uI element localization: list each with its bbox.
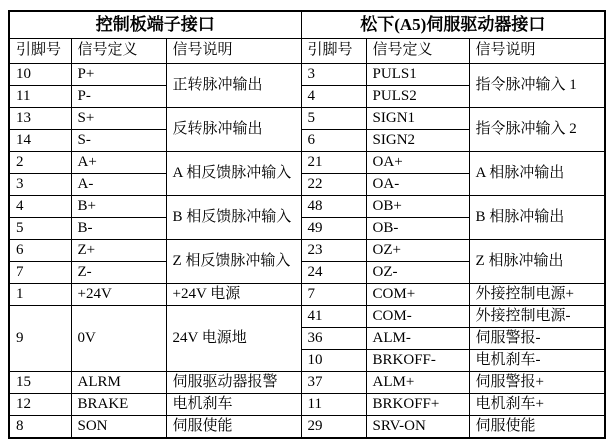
table-row (9, 306, 605, 328)
left-signal-cell: Z- (71, 262, 166, 284)
left-pin-cell: 15 (9, 372, 71, 394)
left-signal-cell: A+ (71, 152, 166, 174)
right-pin-cell: 5 (301, 108, 366, 130)
left-desc-cell: +24V 电源 (166, 284, 301, 306)
left-pin-cell: 9 (9, 306, 71, 372)
right-pin-cell: 22 (301, 174, 366, 196)
table-row (9, 284, 605, 306)
right-pin-cell: 11 (301, 394, 366, 416)
right-desc-header: 信号说明 (469, 39, 605, 64)
left-pin-cell: 11 (9, 86, 71, 108)
left-desc-cell: 电机刹车 (166, 394, 301, 416)
right-signal-cell: PULS2 (366, 86, 469, 108)
left-pin-cell: 7 (9, 262, 71, 284)
right-signal-cell: ALM+ (366, 372, 469, 394)
right-signal-cell: SIGN2 (366, 130, 469, 152)
right-desc-cell: 指令脉冲输入 1 (469, 64, 605, 108)
left-pin-cell: 1 (9, 284, 71, 306)
left-signal-cell: P- (71, 86, 166, 108)
pin-mapping-table (8, 10, 606, 439)
left-signal-cell: +24V (71, 284, 166, 306)
right-pin-cell: 21 (301, 152, 366, 174)
right-signal-cell: OA+ (366, 152, 469, 174)
left-pin-cell: 4 (9, 196, 71, 218)
right-pin-cell: 6 (301, 130, 366, 152)
right-signal-cell: COM+ (366, 284, 469, 306)
left-signal-cell: P+ (71, 64, 166, 86)
right-pin-cell: 36 (301, 328, 366, 350)
right-signal-cell: OA- (366, 174, 469, 196)
right-desc-cell: 电机刹车- (469, 350, 605, 372)
right-signal-header: 信号定义 (366, 39, 469, 64)
table-header-row (9, 39, 605, 64)
right-table-title: 松下(A5)伺服驱动器接口 (301, 11, 605, 39)
right-desc-cell: A 相脉冲输出 (469, 152, 605, 196)
right-pin-cell: 24 (301, 262, 366, 284)
right-pin-cell: 23 (301, 240, 366, 262)
right-pin-cell: 4 (301, 86, 366, 108)
left-desc-cell: 正转脉冲输出 (166, 64, 301, 108)
right-pin-cell: 49 (301, 218, 366, 240)
left-pin-cell: 12 (9, 394, 71, 416)
left-desc-cell: A 相反馈脉冲输入 (166, 152, 301, 196)
left-signal-cell: BRAKE (71, 394, 166, 416)
table-row (9, 152, 605, 174)
left-table-title: 控制板端子接口 (9, 11, 301, 39)
right-pin-cell: 29 (301, 416, 366, 439)
left-signal-cell: S+ (71, 108, 166, 130)
right-desc-cell: 伺服使能 (469, 416, 605, 439)
left-desc-cell: 24V 电源地 (166, 306, 301, 372)
right-desc-cell: 电机刹车+ (469, 394, 605, 416)
table-row (9, 108, 605, 130)
left-desc-cell: 伺服驱动器报警 (166, 372, 301, 394)
table-title-row (9, 11, 605, 39)
table-row (9, 196, 605, 218)
table-row (9, 372, 605, 394)
right-pin-cell: 41 (301, 306, 366, 328)
right-signal-cell: PULS1 (366, 64, 469, 86)
left-desc-cell: 反转脉冲输出 (166, 108, 301, 152)
left-signal-cell: 0V (71, 306, 166, 372)
right-signal-cell: OZ- (366, 262, 469, 284)
right-desc-cell: B 相脉冲输出 (469, 196, 605, 240)
table-row (9, 394, 605, 416)
left-desc-cell: Z 相反馈脉冲输入 (166, 240, 301, 284)
right-pin-cell: 37 (301, 372, 366, 394)
left-pin-cell: 13 (9, 108, 71, 130)
left-pin-cell: 14 (9, 130, 71, 152)
right-desc-cell: 伺服警报+ (469, 372, 605, 394)
right-signal-cell: BRKOFF- (366, 350, 469, 372)
left-signal-cell: Z+ (71, 240, 166, 262)
right-desc-cell: 外接控制电源+ (469, 284, 605, 306)
left-pin-cell: 2 (9, 152, 71, 174)
left-signal-header: 信号定义 (71, 39, 166, 64)
left-signal-cell: SON (71, 416, 166, 439)
right-pin-cell: 7 (301, 284, 366, 306)
right-desc-cell: 指令脉冲输入 2 (469, 108, 605, 152)
left-signal-cell: A- (71, 174, 166, 196)
right-pin-header: 引脚号 (301, 39, 366, 64)
right-desc-cell: 外接控制电源- (469, 306, 605, 328)
right-signal-cell: BRKOFF+ (366, 394, 469, 416)
left-pin-cell: 3 (9, 174, 71, 196)
left-signal-cell: B- (71, 218, 166, 240)
right-signal-cell: SIGN1 (366, 108, 469, 130)
left-pin-cell: 5 (9, 218, 71, 240)
left-pin-header: 引脚号 (9, 39, 71, 64)
left-signal-cell: ALRM (71, 372, 166, 394)
table-row (9, 240, 605, 262)
left-pin-cell: 10 (9, 64, 71, 86)
left-desc-header: 信号说明 (166, 39, 301, 64)
left-desc-cell: 伺服使能 (166, 416, 301, 439)
left-desc-cell: B 相反馈脉冲输入 (166, 196, 301, 240)
right-signal-cell: OB+ (366, 196, 469, 218)
right-signal-cell: SRV-ON (366, 416, 469, 439)
right-desc-cell: Z 相脉冲输出 (469, 240, 605, 284)
right-pin-cell: 3 (301, 64, 366, 86)
right-signal-cell: OZ+ (366, 240, 469, 262)
left-pin-cell: 6 (9, 240, 71, 262)
right-pin-cell: 10 (301, 350, 366, 372)
right-pin-cell: 48 (301, 196, 366, 218)
right-signal-cell: COM- (366, 306, 469, 328)
table-row (9, 64, 605, 86)
left-signal-cell: S- (71, 130, 166, 152)
right-desc-cell: 伺服警报- (469, 328, 605, 350)
right-signal-cell: OB- (366, 218, 469, 240)
right-signal-cell: ALM- (366, 328, 469, 350)
left-pin-cell: 8 (9, 416, 71, 439)
table-row (9, 416, 605, 439)
left-signal-cell: B+ (71, 196, 166, 218)
